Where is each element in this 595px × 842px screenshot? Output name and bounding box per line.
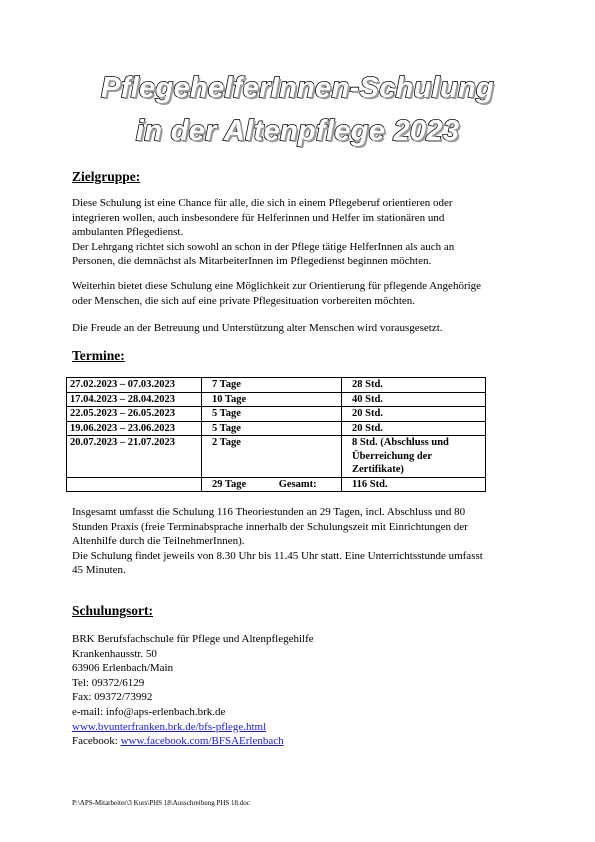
phone: Tel: 09372/6129 [72, 676, 145, 689]
hours-cell [342, 436, 486, 478]
text-line: Stunden Praxis (freie Terminabsprache innerhalb der Schulungszeit mit Einrichtungen der [72, 520, 468, 533]
document-title-line-1: PflegehelferInnen-Schulung [101, 72, 494, 104]
zielgruppe-heading: Zielgruppe: [72, 169, 141, 184]
termine-heading: Termine: [72, 348, 125, 363]
text-line: ambulanten Pflegedienst. [72, 226, 184, 239]
total-days-cell [202, 477, 342, 492]
table-row [67, 407, 486, 422]
days-cell: 5 Tage [202, 407, 342, 422]
termine-summary [72, 505, 532, 578]
empty-cell [67, 477, 202, 492]
schulungsort-address [72, 632, 532, 749]
school-name: BRK Berufsfachschule für Pflege und Altenpflegehilfe [72, 633, 314, 645]
facebook-label: Facebook: [72, 735, 121, 748]
schulungsort-heading: Schulungsort: [72, 603, 154, 618]
date-cell: 27.02.2023 – 07.03.2023 [67, 378, 202, 393]
facebook-link[interactable]: www.facebook.com/BFSAErlenbach [120, 735, 284, 748]
table-total-row [67, 477, 486, 492]
text-line: Die Freude an der Betreuung und Unterstützung alter Menschen wird vorausgesetzt. [72, 322, 443, 334]
text-line: 45 Minuten. [72, 564, 126, 577]
date-cell: 20.07.2023 – 21.07.2023 [67, 436, 202, 478]
date-cell: 19.06.2023 – 23.06.2023 [67, 421, 202, 436]
hours-cell: 20 Std. [342, 407, 486, 422]
date-cell: 22.05.2023 – 26.05.2023 [67, 407, 202, 422]
hours-cell: 40 Std. [342, 392, 486, 407]
text-line: Der Lehrgang richtet sich sowohl an schon in der Pflege tätige HelferInnen als auch an [72, 240, 455, 253]
days-cell: 10 Tage [202, 392, 342, 407]
text-line: Insgesamt umfasst die Schulung 116 Theoriestunden an 29 Tagen, incl. Abschluss und 80 [72, 506, 466, 518]
text-line: Diese Schulung ist eine Chance für alle, die sich in einem Pflegeberuf orientieren oder [72, 197, 453, 209]
total-label: Gesamt: [278, 478, 317, 490]
email: e-mail: info@aps-erlenbach.brk.de [72, 705, 226, 718]
days-cell: 7 Tage [202, 378, 342, 393]
zielgruppe-paragraph-3 [72, 321, 532, 336]
hours-cell: 20 Std. [342, 421, 486, 436]
text-line: oder Menschen, die sich auf eine private Pflegesituation vorbereiten möchten. [72, 294, 416, 307]
hours-cell: 28 Std. [342, 378, 486, 393]
city: 63906 Erlenbach/Main [72, 662, 174, 675]
text-line: Personen, die demnächst als MitarbeiterInnen im Pflegedienst beginnen möchten. [72, 255, 432, 268]
date-cell: 17.04.2023 – 28.04.2023 [67, 392, 202, 407]
hours-line: Überreichung der [352, 450, 433, 462]
text-line: Altenhilfe durch die TeilnehmerInnen). [72, 535, 245, 548]
zielgruppe-paragraph-2 [72, 279, 532, 308]
days-cell: 2 Tage [202, 436, 342, 478]
text-line: Weiterhin bietet diese Schulung eine Möglichkeit zur Orientierung für pflegende Angehörige [72, 280, 482, 292]
text-line: integrieren wollen, auch insbesondere für Helferinnen und Helfer im stationären und [72, 211, 445, 224]
hours-line: Zertifikate) [352, 464, 404, 475]
total-days: 29 Tage [212, 478, 247, 490]
days-cell: 5 Tage [202, 421, 342, 436]
table-row [67, 378, 486, 393]
total-hours-cell: 116 Std. [342, 477, 486, 492]
file-path-footer: P:\APS-Mitarbeiter\3 Kurs\PHS 18\Ausschreibung PHS 18.doc [72, 799, 250, 807]
street: Krankenhausstr. 50 [72, 647, 157, 660]
hours-line: 8 Std. (Abschluss und [352, 437, 449, 448]
zielgruppe-paragraph-1 [72, 196, 532, 269]
fax: Fax: 09372/73992 [72, 691, 153, 704]
table-row [67, 421, 486, 436]
website-link[interactable]: www.bvunterfranken.brk.de/bfs-pflege.html [72, 720, 267, 733]
termine-table [66, 377, 486, 492]
table-row [67, 392, 486, 407]
document-title-line-2: in der Altenpflege 2023 [135, 115, 460, 147]
table-row [67, 436, 486, 478]
text-line: Die Schulung findet jeweils von 8.30 Uhr bis 11.45 Uhr statt. Eine Unterrichtsstunde umfasst [72, 549, 483, 562]
